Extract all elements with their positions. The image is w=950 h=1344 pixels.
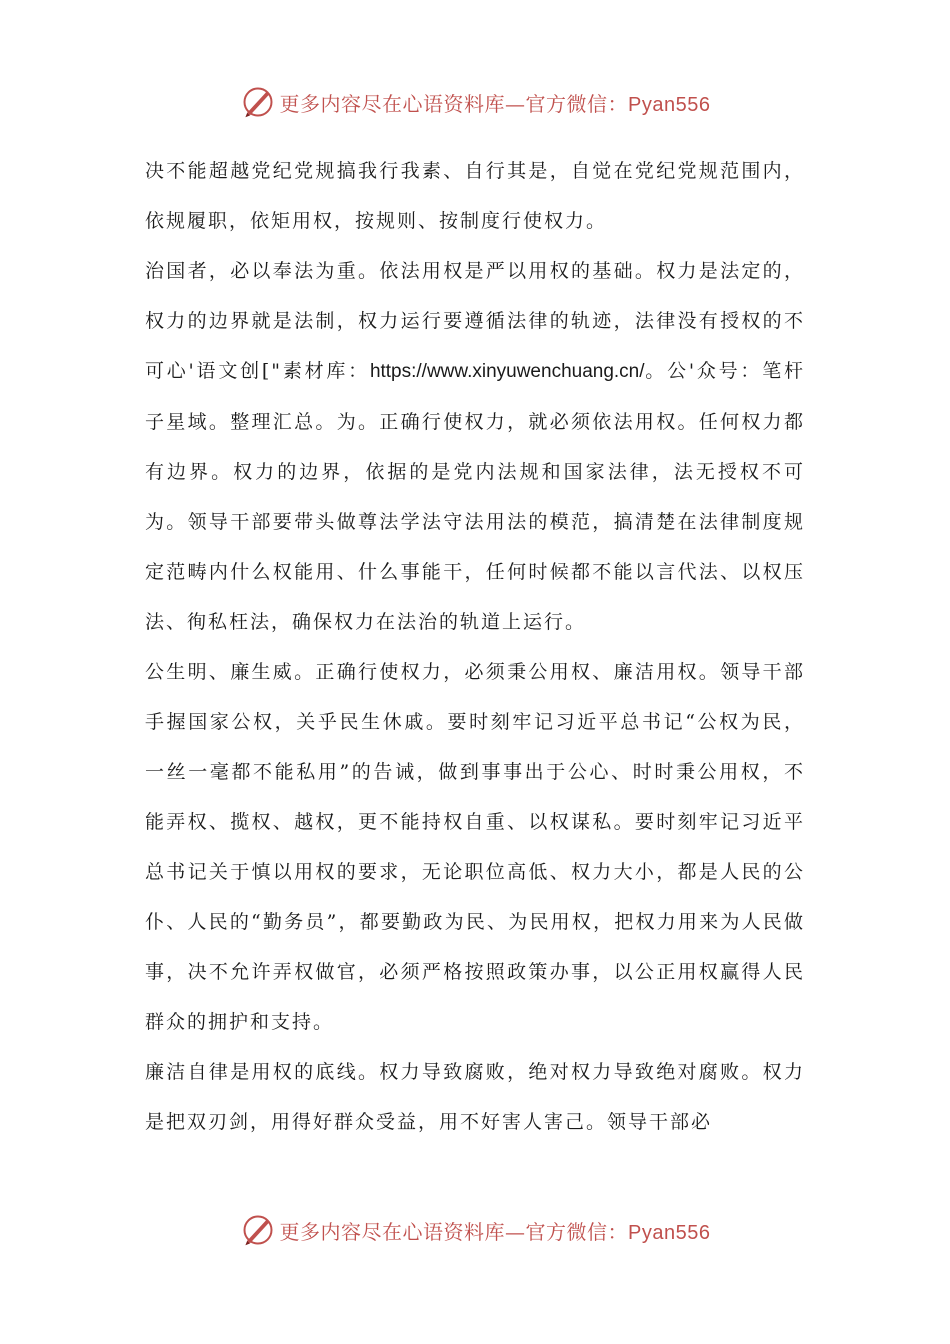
pen-circle-logo-icon [240,84,276,120]
url-text: https://www.xinyuwenchuang.cn/ [369,361,645,382]
document-body [145,146,805,1147]
paragraph: 治国者，必以奉法为重。依法用权是严以用权的基础。权力是法定的，权力的边界就是法制，权力运行要遵循法律的轨迹，法律没有授权的不可心'语文创["素材库：https://www.xinyuwenchuang.cn/。公'众号：笔杆子星域。整理汇总。为。正确行使权力，就必须依法用权。任何权力都有边界。权力的边界，依据的是党内法规和国家法律，法无授权不可为。领导干部要带头做尊法学法守法用法的模范，搞清楚在法律制度规定范畴内什么权能用、什么事能干，任何时候都不能以言代法、以权压法、徇私枉法，确保权力在法治的轨道上运行。 [145,260,805,633]
banner-text: 更多内容尽在心语资料库—官方微信：Pyan556 [279,1219,711,1244]
banner-text: 更多内容尽在心语资料库—官方微信：Pyan556 [279,91,711,116]
paragraph: 公生明、廉生威。正确行使权力，必须秉公用权、廉洁用权。领导干部手握国家公权，关乎民生休戚。要时刻牢记习近平总书记“公权为民，一丝一毫都不能私用”的告诫，做到事事出于公心、时时秉公用权，不能弄权、揽权、越权，更不能持权自重、以权谋私。要时刻牢记习近平总书记关于慎以用权的要求，无论职位高低、权力大小，都是人民的公仆、人民的“勤务员”，都要勤政为民、为民用权，把权力用来为人民做事，决不允许弄权做官，必须严格按照政策办事，以公正用权赢得人民群众的拥护和支持。 [145,661,805,1033]
footer-banner [0,1208,950,1252]
wechat-id: Pyan556 [628,1221,711,1244]
header-banner [0,80,950,124]
paragraph: 廉洁自律是用权的底线。权力导致腐败，绝对权力导致绝对腐败。权力是把双刃剑，用得好群众受益，用不好害人害己。领导干部必 [145,1061,805,1133]
pen-circle-logo-icon [240,1212,276,1248]
paragraph: 决不能超越党纪党规搞我行我素、自行其是，自觉在党纪党规范围内，依规履职，依矩用权，按规则、按制度行使权力。 [145,160,805,232]
wechat-id: Pyan556 [628,93,711,116]
